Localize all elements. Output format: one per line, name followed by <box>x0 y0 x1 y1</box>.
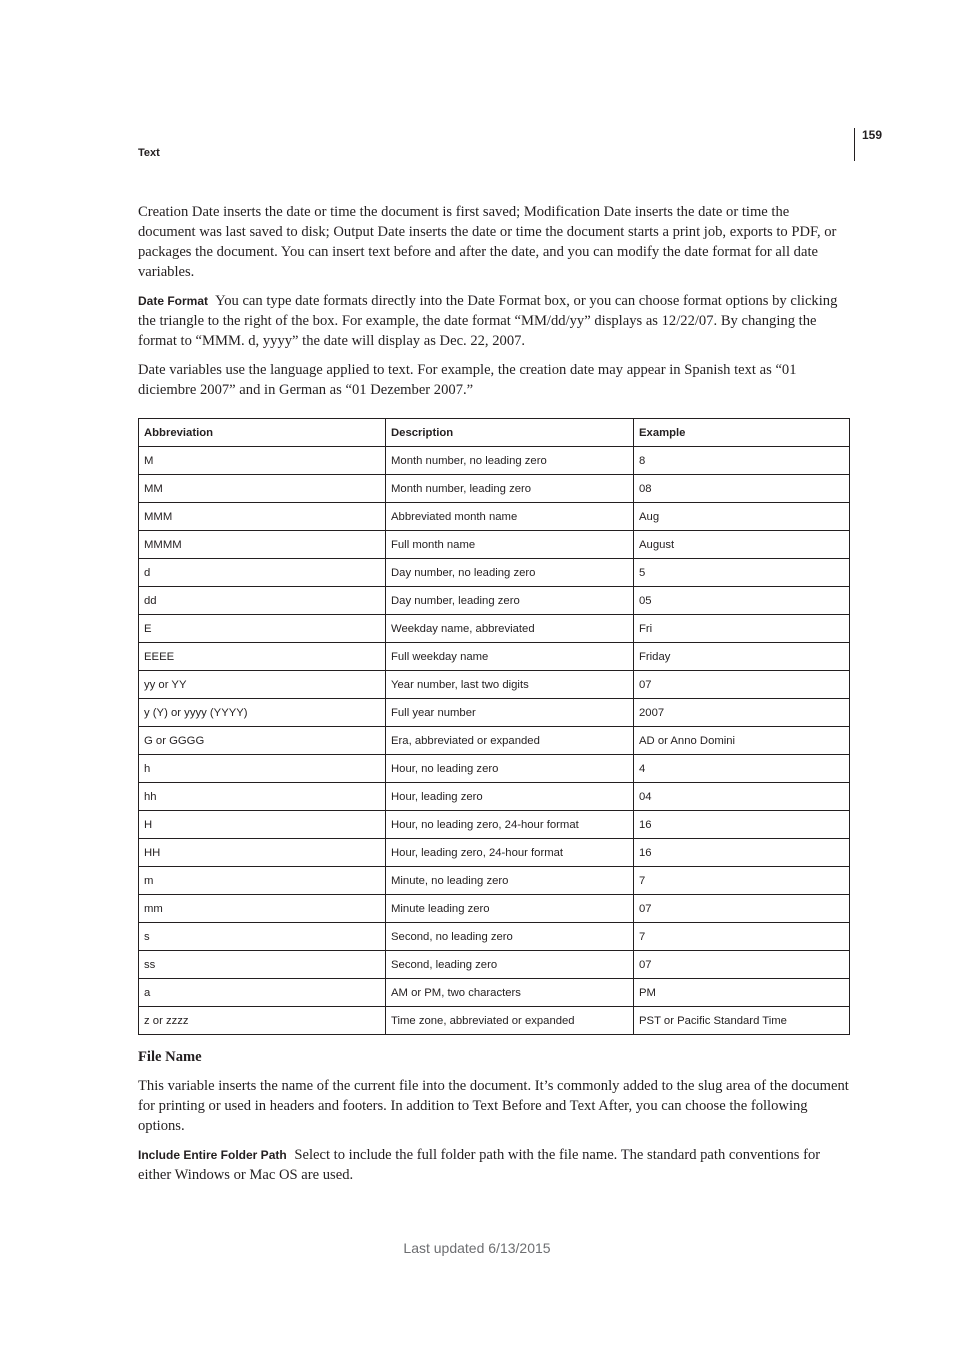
table-row <box>139 783 850 811</box>
table-body <box>139 447 850 1035</box>
cell-description: Abbreviated month name <box>386 503 634 531</box>
table-header-row <box>139 419 850 447</box>
cell-abbreviation: m <box>139 867 386 895</box>
cell-example: 7 <box>634 867 850 895</box>
cell-abbreviation: z or zzzz <box>139 1007 386 1035</box>
file-name-paragraph: This variable inserts the name of the current file into the document. It’s commonly added to the slug area of the document for printing or used in headers and footers. In addition to Text Before and Text After, you can choose the following options. <box>138 1078 849 1134</box>
table-row <box>139 811 850 839</box>
cell-example: 8 <box>634 447 850 475</box>
table-row <box>139 867 850 895</box>
cell-description: Hour, leading zero, 24-hour format <box>386 839 634 867</box>
table-row <box>139 447 850 475</box>
cell-description: Hour, no leading zero, 24-hour format <box>386 811 634 839</box>
date-format-paragraph <box>138 291 850 351</box>
table-row <box>139 727 850 755</box>
cell-description: Month number, leading zero <box>386 475 634 503</box>
cell-description: Full weekday name <box>386 643 634 671</box>
cell-abbreviation: G or GGGG <box>139 727 386 755</box>
cell-description: Day number, no leading zero <box>386 559 634 587</box>
cell-example: 16 <box>634 811 850 839</box>
table-row <box>139 895 850 923</box>
cell-abbreviation: H <box>139 811 386 839</box>
table-row <box>139 643 850 671</box>
running-head: Text <box>138 147 160 159</box>
cell-description: Full year number <box>386 699 634 727</box>
page-number: 159 <box>862 128 883 142</box>
cell-description: Day number, leading zero <box>386 587 634 615</box>
page-content <box>138 202 850 1194</box>
table-row <box>139 951 850 979</box>
header-example: Example <box>634 419 850 447</box>
folder-path-term: Include Entire Folder Path <box>138 1148 287 1162</box>
language-paragraph: Date variables use the language applied to text. For example, the creation date may appear in Spanish text as “01 diciembre 2007” and in German as “01 Dezember 2007.” <box>138 362 797 398</box>
cell-abbreviation: M <box>139 447 386 475</box>
cell-example: 07 <box>634 895 850 923</box>
cell-example: Friday <box>634 643 850 671</box>
cell-example: Fri <box>634 615 850 643</box>
table-row <box>139 839 850 867</box>
table-row <box>139 1007 850 1035</box>
table-row <box>139 559 850 587</box>
cell-abbreviation: MM <box>139 475 386 503</box>
cell-abbreviation: a <box>139 979 386 1007</box>
folder-path-paragraph <box>138 1145 850 1185</box>
cell-description: Minute, no leading zero <box>386 867 634 895</box>
cell-abbreviation: HH <box>139 839 386 867</box>
cell-example: Aug <box>634 503 850 531</box>
cell-example: 05 <box>634 587 850 615</box>
table-row <box>139 979 850 1007</box>
table-row <box>139 587 850 615</box>
cell-abbreviation: E <box>139 615 386 643</box>
header-abbreviation: Abbreviation <box>139 419 386 447</box>
cell-description: Hour, no leading zero <box>386 755 634 783</box>
cell-example: 2007 <box>634 699 850 727</box>
cell-description: Second, leading zero <box>386 951 634 979</box>
cell-example: PM <box>634 979 850 1007</box>
cell-example: 5 <box>634 559 850 587</box>
cell-abbreviation: h <box>139 755 386 783</box>
cell-example: 04 <box>634 783 850 811</box>
footer-last-updated: Last updated 6/13/2015 <box>403 1240 551 1256</box>
table-row <box>139 923 850 951</box>
intro-paragraph: Creation Date inserts the date or time the document is first saved; Modification Date inserts the date or time the document was last saved to disk; Output Date inserts the date or time the document starts a print job, exports to PDF, or packages the document. You can insert text before and after the date, and you can modify the date format for all date variables. <box>138 204 837 280</box>
cell-description: Minute leading zero <box>386 895 634 923</box>
cell-description: Year number, last two digits <box>386 671 634 699</box>
cell-abbreviation: ss <box>139 951 386 979</box>
date-format-table <box>138 418 850 1035</box>
cell-example: 07 <box>634 951 850 979</box>
cell-abbreviation: d <box>139 559 386 587</box>
cell-example: AD or Anno Domini <box>634 727 850 755</box>
date-format-text: You can type date formats directly into the Date Format box, or you can choose format options by clicking the triangle to the right of the box. For example, the date format “MM/dd/yy” displays as 12/22/07. By changing the format to “MMM. d, yyyy” the date will display as Dec. 22, 2007. <box>138 293 838 349</box>
cell-example: 7 <box>634 923 850 951</box>
cell-description: AM or PM, two characters <box>386 979 634 1007</box>
cell-abbreviation: mm <box>139 895 386 923</box>
cell-description: Second, no leading zero <box>386 923 634 951</box>
table-row <box>139 503 850 531</box>
cell-example: 08 <box>634 475 850 503</box>
date-format-term: Date Format <box>138 294 209 308</box>
table-row <box>139 615 850 643</box>
cell-example: August <box>634 531 850 559</box>
cell-abbreviation: y (Y) or yyyy (YYYY) <box>139 699 386 727</box>
table-row <box>139 671 850 699</box>
header-rule <box>854 128 855 161</box>
cell-description: Time zone, abbreviated or expanded <box>386 1007 634 1035</box>
cell-example: 07 <box>634 671 850 699</box>
cell-description: Month number, no leading zero <box>386 447 634 475</box>
cell-abbreviation: MMMM <box>139 531 386 559</box>
cell-description: Weekday name, abbreviated <box>386 615 634 643</box>
table-row <box>139 699 850 727</box>
cell-description: Hour, leading zero <box>386 783 634 811</box>
table-row <box>139 755 850 783</box>
cell-example: 4 <box>634 755 850 783</box>
cell-abbreviation: dd <box>139 587 386 615</box>
cell-description: Full month name <box>386 531 634 559</box>
cell-abbreviation: hh <box>139 783 386 811</box>
cell-abbreviation: MMM <box>139 503 386 531</box>
cell-description: Era, abbreviated or expanded <box>386 727 634 755</box>
cell-example: 16 <box>634 839 850 867</box>
cell-abbreviation: s <box>139 923 386 951</box>
table-row <box>139 475 850 503</box>
cell-abbreviation: EEEE <box>139 643 386 671</box>
header-description: Description <box>386 419 634 447</box>
table-row <box>139 531 850 559</box>
file-name-heading: File Name <box>138 1049 202 1065</box>
cell-abbreviation: yy or YY <box>139 671 386 699</box>
cell-example: PST or Pacific Standard Time <box>634 1007 850 1035</box>
folder-path-text: Select to include the full folder path with the file name. The standard path conventions for either Windows or Mac OS are used. <box>138 1147 821 1183</box>
